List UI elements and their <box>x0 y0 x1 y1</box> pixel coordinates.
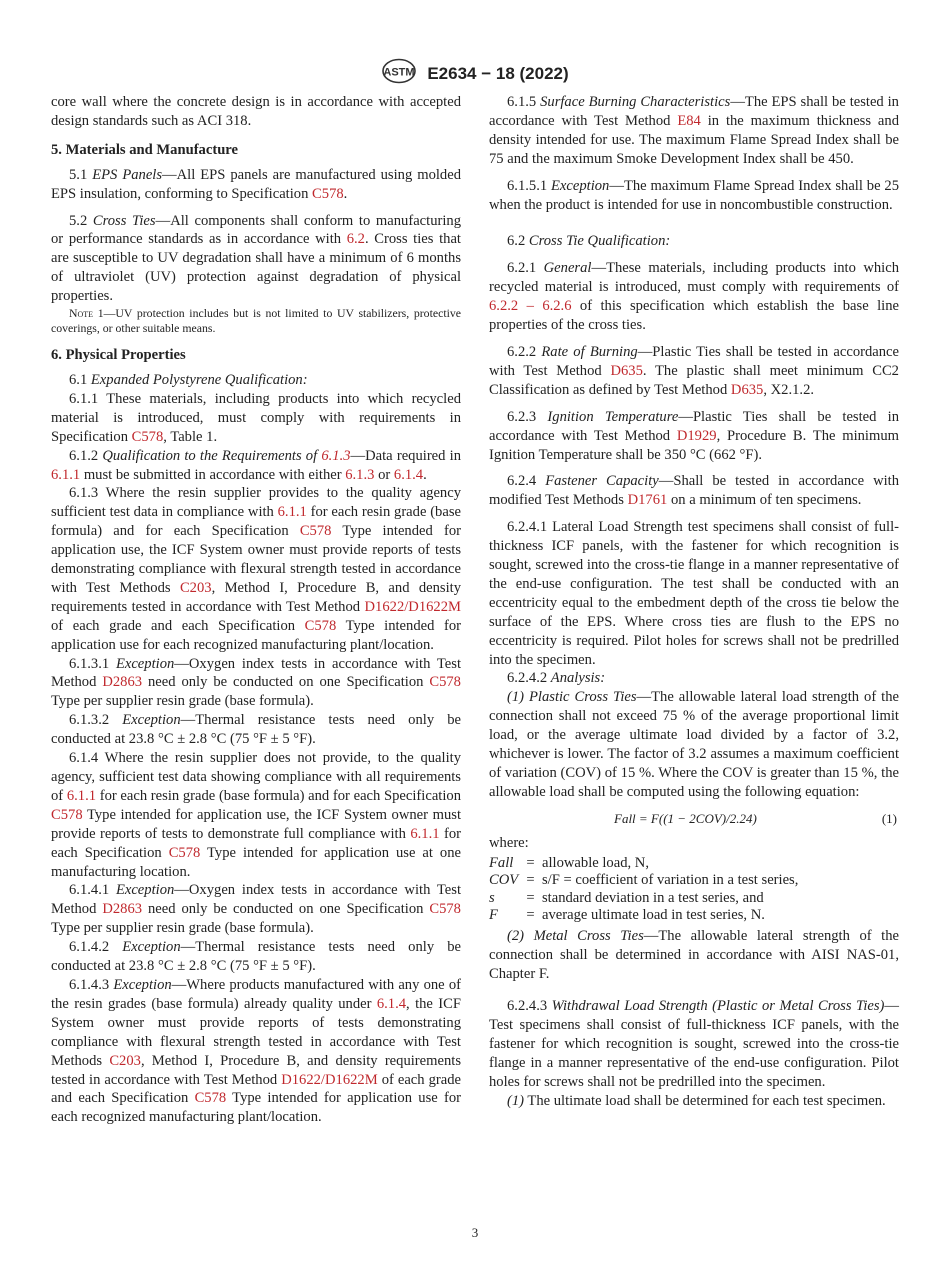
paragraph-6-1-3: 6.1.3 Where the resin supplier provides to the quality agency sufficient test data in compliance with 6.1.1 for each resin grade (base formula) and for each Specification C578 Type intended for application use, the ICF System owner must provide reports of tests demonstrating compliance with flexural strength tested in accordance with Test Methods C203, Method I, Procedure B, and density requirements tested in accordance with Test Method D1622/D1622M of each grade and each Specification C578 Type intended for application use for each recognized manufacturing plant/location. <box>51 485 462 653</box>
paragraph-continued: core wall where the concrete design is in accordance with accepted design standards such as ACI 318. <box>51 94 461 129</box>
paragraph-plastic-cross-ties: (1) Plastic Cross Ties—The allowable lateral load strength of the connection shall not exceed 75 % of the average proportional limit load, or the average ultimate load divided by a factor of 3.2, whichever is lower. The factor of 3.2 assumes a maximum coefficient of variation (COV) of 15 %. Where the COV is greater than 15 %, the allowable load shall be computed using the following equation: <box>489 689 899 800</box>
paragraph-metal-cross-ties: (2) Metal Cross Ties—The allowable lateral strength of the connection shall be determined in accordance with AISI NAS-01, Chapter F. <box>489 927 899 982</box>
ref-link[interactable]: 6.1.1 <box>410 825 440 842</box>
ref-link[interactable]: E84 <box>677 112 701 129</box>
ref-link[interactable]: 6.1.4 <box>393 466 424 483</box>
paragraph-6-1-3-1: 6.1.3.1 Exception—Oxygen index tests in accordance with Test Method D2863 need only be conducted on one Specification C578 Type per supplier resin grade (base formula). <box>51 655 462 710</box>
ref-link[interactable]: D635 <box>610 362 643 379</box>
paragraph-6-1-5-1: 6.1.5.1 Exception—The maximum Flame Spread Index shall be 25 when the product is intended for use in noncombustible construction. <box>489 177 899 213</box>
ref-link[interactable]: 6.1.1 <box>277 504 307 521</box>
ref-link[interactable]: C578 <box>299 523 332 540</box>
paragraph-6-1-4-3: 6.1.4.3 Exception—Where products manufactured with any one of the resin grades (base formula) already quality under 6.1.4, the ICF System owner must provide reports of tests demonstrating compliance with flexural strength tested in accordance with Test Methods C203, Method I, Procedure B, and density requirements tested in accordance with Test Method D1622/D1622M of each grade and each Specification C578 Type intended for application use for each recognized manufacturing plant/location. <box>51 976 462 1126</box>
right-column <box>489 93 899 1111</box>
ref-link[interactable]: 6.2 <box>346 231 365 248</box>
ref-link[interactable]: 6.2.2 – 6.2.6 <box>489 298 572 315</box>
definition-row: Fall = allowable load, N, <box>489 854 649 871</box>
left-column <box>51 93 461 1127</box>
standard-designation: E2634 − 18 (2022) <box>427 63 569 83</box>
ref-link[interactable]: D635 <box>730 381 764 398</box>
ref-link[interactable]: D1622/D1622M <box>364 598 461 615</box>
paragraph-6-1-1: 6.1.1 These materials, including products into which recycled material is introduced, must comply with requirements in Specification C578, Table 1. <box>51 390 461 445</box>
ref-link[interactable]: C578 <box>194 1090 227 1107</box>
ref-link[interactable]: C578 <box>304 617 337 634</box>
paragraph-6-2: 6.2 Cross Tie Qualification: <box>507 233 671 250</box>
ref-link[interactable]: C203 <box>179 579 212 596</box>
ref-link[interactable]: D1761 <box>627 492 668 509</box>
definition-list <box>489 855 899 925</box>
paragraph-6-1-4: 6.1.4 Where the resin supplier does not provide, to the quality agency, sufficient test data showing compliance with all requirements of 6.1.1 for each resin grade (base formula) and for each Specification C578 Type intended for application use, the ICF System owner must provide reports of tests to demonstrate full compliance with 6.1.1 for each Specification C578 Type intended for application use at one manufacturing location. <box>51 750 462 880</box>
ref-link[interactable]: 6.1.3 <box>321 447 351 464</box>
paragraph-6-2-4-1: 6.2.4.1 Lateral Load Strength test specimens shall consist of full-thickness ICF panels, with the fastener for which recognition is sought, screwed into the cross-tie flange in a manner representative of the end-use configuration. The test shall be conducted with an eccentricity equal to the embedment depth of the cross tie below the surface of the EPS. Where cross ties are flush to the EPS no eccentricity is required. Pilot holes for screws shall not be predrilled into the specimen. <box>489 519 899 668</box>
ref-link[interactable]: 6.1.1 <box>66 787 97 804</box>
svg-text:ASTM: ASTM <box>383 66 415 79</box>
ref-link[interactable]: C578 <box>131 428 164 445</box>
paragraph-ultimate-load: (1) The ultimate load shall be determined for each test specimen. <box>507 1092 886 1109</box>
page-number: 3 <box>471 1225 479 1240</box>
ref-link[interactable]: D2863 <box>102 674 143 691</box>
ref-link[interactable]: C578 <box>312 185 344 202</box>
page-header <box>0 58 950 89</box>
paragraph-6-1-5: 6.1.5 Surface Burning Characteristics—The EPS shall be tested in accordance with Test Method E84 in the maximum thickness and density intended for use. The maximum Flame Spread Index shall be 75 and the maximum Smoke Development Index shall be 450. <box>489 94 899 167</box>
paragraph-6-1-4-2: 6.1.4.2 Exception—Thermal resistance tests need only be conducted at 23.8 °C ± 2.8 °C (75 °F ± 5 °F). <box>51 939 462 975</box>
paragraph-6-1: 6.1 Expanded Polystyrene Qualification: <box>69 371 308 388</box>
equation-1 <box>489 808 899 830</box>
paragraph-5-2: 5.2 Cross Ties—All components shall conform to manufacturing or performance standards as in accordance with 6.2. Cross ties that are susceptible to UV degradation shall have a minimum of 6 months of ultraviolet (UV) protection against degradation of physical properties. <box>51 212 462 305</box>
paragraph-6-2-4-3: 6.2.4.3 Withdrawal Load Strength (Plastic or Metal Cross Ties)—Test specimens shall consist of full-thickness ICF panels, with the fastener for which recognition is sought, screwed into the cross-tie flange in a manner representative of the end-use configuration. Pilot holes for screws shall not be predrilled into the specimen. <box>489 998 900 1091</box>
section-heading-6: 6. Physical Properties <box>51 347 186 364</box>
ref-link[interactable]: 6.1.3 <box>345 466 375 483</box>
definition-row: s = standard deviation in a test series, and <box>489 889 764 906</box>
astm-logo-icon <box>381 58 417 89</box>
section-heading-5: 5. Materials and Manufacture <box>51 141 238 158</box>
ref-link[interactable]: 6.1.4 <box>376 995 407 1012</box>
ref-link[interactable]: C203 <box>109 1052 141 1069</box>
paragraph-6-1-4-1: 6.1.4.1 Exception—Oxygen index tests in accordance with Test Method D2863 need only be conducted on one Specification C578 Type per supplier resin grade (base formula). <box>51 882 462 937</box>
note-1: Note 1—UV protection includes but is not limited to UV stabilizers, protective coverings, or other suitable means. <box>51 306 462 336</box>
ref-link[interactable]: D1929 <box>676 427 717 444</box>
equation-formula: Fall = F((1 − 2COV)/2.24) <box>614 810 757 826</box>
ref-link[interactable]: C578 <box>168 844 201 861</box>
paragraph-5-1: 5.1 EPS Panels—All EPS panels are manufactured using molded EPS insulation, conforming to Specification C578. <box>51 166 462 202</box>
definition-row: F = average ultimate load in test series, N. <box>489 907 765 924</box>
ref-link[interactable]: C578 <box>429 674 461 691</box>
where-label: where: <box>489 834 529 851</box>
paragraph-6-2-3: 6.2.3 Ignition Temperature—Plastic Ties shall be tested in accordance with Test Method D1929, Procedure B. The minimum Ignition Temperature shall be 350 °C (662 °F). <box>489 408 899 463</box>
paragraph-6-2-4-2: 6.2.4.2 Analysis: <box>507 670 606 687</box>
paragraph-6-1-3-2: 6.1.3.2 Exception—Thermal resistance tests need only be conducted at 23.8 °C ± 2.8 °C (75 °F ± 5 °F). <box>51 712 462 748</box>
paragraph-6-2-4: 6.2.4 Fastener Capacity—Shall be tested in accordance with modified Test Methods D1761 on a minimum of ten specimens. <box>489 473 900 509</box>
definition-row: COV = s/F = coefficient of variation in a test series, <box>489 872 799 889</box>
equation-number: (1) <box>881 810 897 826</box>
paragraph-6-1-2: 6.1.2 Qualification to the Requirements of 6.1.3—Data required in 6.1.1 must be submitted in accordance with either 6.1.3 or 6.1.4. <box>51 447 461 483</box>
ref-link[interactable]: 6.1.1 <box>51 466 81 483</box>
ref-link[interactable]: C578 <box>429 901 461 918</box>
paragraph-6-2-1: 6.2.1 General—These materials, including products into which recycled material is introduced, must comply with requirements of 6.2.2 – 6.2.6 of this specification which establish the base line properties of the cross ties. <box>489 260 899 334</box>
ref-link[interactable]: D2863 <box>102 901 143 918</box>
ref-link[interactable]: D1622/D1622M <box>281 1071 378 1088</box>
ref-link[interactable]: C578 <box>51 806 83 823</box>
paragraph-6-2-2: 6.2.2 Rate of Burning—Plastic Ties shall be tested in accordance with Test Method D635. The plastic shall meet minimum CC2 Classification as defined by Test Method D635, X2.1.2. <box>489 343 899 398</box>
